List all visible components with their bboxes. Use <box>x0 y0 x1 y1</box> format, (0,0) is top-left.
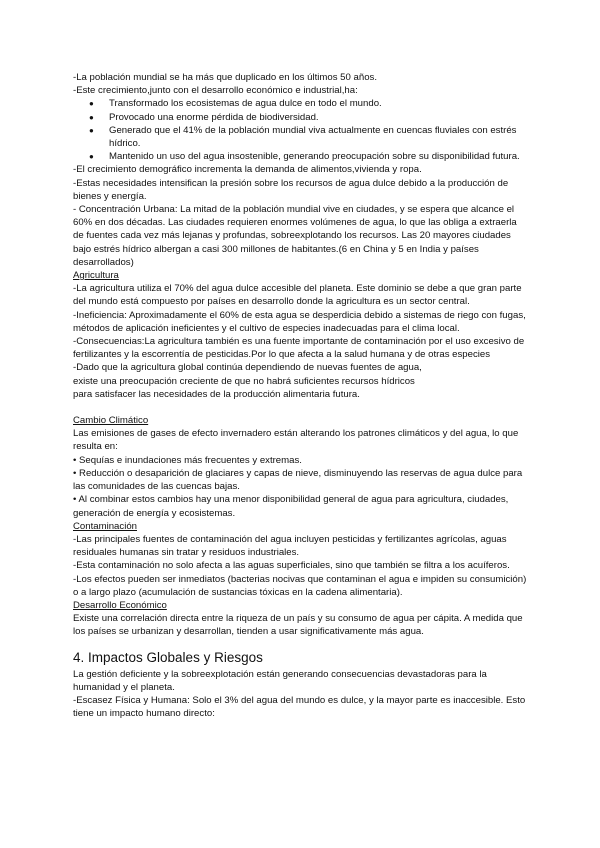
paragraph: -Los efectos pueden ser inmediatos (bacterias nocivas que contaminan el agua e impiden su consumición) o a largo plazo (acumulación de sustancias tóxicas en la cadena alimentaria). <box>73 573 527 598</box>
paragraph: -Dado que la agricultura global continúa dependiendo de nuevas fuentes de agua, <box>73 362 422 374</box>
list-item: ● Generado que el 41% de la población mundial viva actualmente en cuencas fluviales con estrés hídrico. <box>73 124 529 150</box>
paragraph: • Al combinar estos cambios hay una menor disponibilidad general de agua para agricultura, ciudades, generación de energía y ecosistemas. <box>73 494 509 519</box>
spacer <box>73 401 529 414</box>
section-title-agricultura: Agricultura <box>73 270 119 282</box>
document-body <box>73 71 529 720</box>
paragraph: -Estas necesidades intensifican la presión sobre los recursos de agua dulce debido a la producción de bienes y energía. <box>73 177 509 202</box>
section-title-cambio-climatico: Cambio Climático <box>73 415 149 427</box>
paragraph: La gestión deficiente y la sobreexplotación están generando consecuencias devastadoras para la humanidad y el planeta. <box>73 668 487 693</box>
section-title-desarrollo-economico: Desarrollo Económico <box>73 599 167 611</box>
list-item: ● Provocado una enorme pérdida de biodiversidad. <box>73 111 529 124</box>
paragraph: -El crecimiento demográfico incrementa la demanda de alimentos,vivienda y ropa. <box>73 164 422 176</box>
section-heading-4: 4. Impactos Globales y Riesgos <box>73 649 263 665</box>
paragraph: existe una preocupación creciente de que no habrá suficientes recursos hídricos <box>73 375 415 387</box>
paragraph: • Sequías e inundaciones más frecuentes y extremas. <box>73 454 302 466</box>
paragraph: • Reducción o desaparición de glaciares y capas de nieve, disminuyendo las reservas de agua dulce para las comunidades de las cuencas bajas. <box>73 467 523 493</box>
list-item: ● Mantenido un uso del agua insostenible, generando preocupación sobre su disponibilidad futura. <box>73 150 529 163</box>
bullet-list <box>73 97 529 163</box>
list-item: ● Transformado los ecosistemas de agua dulce en todo el mundo. <box>73 97 529 110</box>
paragraph: -Este crecimiento,junto con el desarrollo económico e industrial,ha: <box>73 85 358 97</box>
paragraph: para satisfacer las necesidades de la producción alimentaria futura. <box>73 388 360 400</box>
paragraph: Las emisiones de gases de efecto invernadero están alterando los patrones climáticos y del agua, lo que resulta en: <box>73 428 519 453</box>
section-title-contaminacion: Contaminación <box>73 520 137 532</box>
paragraph: -Las principales fuentes de contaminación del agua incluyen pesticidas y fertilizantes agrícolas, aguas residuales humanas sin tratar y residuos industriales. <box>73 533 507 559</box>
paragraph: -La agricultura utiliza el 70% del agua dulce accesible del planeta. Este dominio se debe a que gran parte del mundo está compuesto por países en desarrollo donde la agricultura es un sector central. <box>73 283 522 308</box>
paragraph: -Esta contaminación no solo afecta a las aguas superficiales, sino que también se filtra a los acuíferos. <box>73 560 510 572</box>
paragraph: Existe una correlación directa entre la riqueza de un país y su consumo de agua per cápita. A medida que los países se urbanizan y desarrollan, tienden a usar significativamente más agua. <box>73 613 523 638</box>
paragraph: -Consecuencias:La agricultura también es una fuente importante de contaminación por el uso excesivo de fertilizantes y la escorrentía de pesticidas.Por lo que afecta a la salud humana y de otras especies <box>73 336 525 361</box>
paragraph: -La población mundial se ha más que duplicado en los últimos 50 años. <box>73 72 377 83</box>
paragraph: -Escasez Física y Humana: Solo el 3% del agua del mundo es dulce, y la mayor parte es inaccesible. Esto tiene un impacto humano directo: <box>73 694 526 720</box>
paragraph: - Concentración Urbana: La mitad de la población mundial vive en ciudades, y se espera que alcance el 60% en dos décadas. Las ciudades requieren enormes volúmenes de agua, lo que las obliga a extraerla de fuentes cada vez más lejanas y profundas, sobreexplotando los recursos. Las 20 mayores ciudades bajo estrés hídrico albergan a casi 300 millones de habitantes.(6 en China y 5 en India y países desarrollados) <box>73 204 517 268</box>
paragraph: -Ineficiencia: Aproximadamente el 60% de esta agua se desperdicia debido a sistemas de riego con fugas, métodos de aplicación ineficientes y el cultivo de especies inadecuadas para el clima local. <box>73 309 526 334</box>
